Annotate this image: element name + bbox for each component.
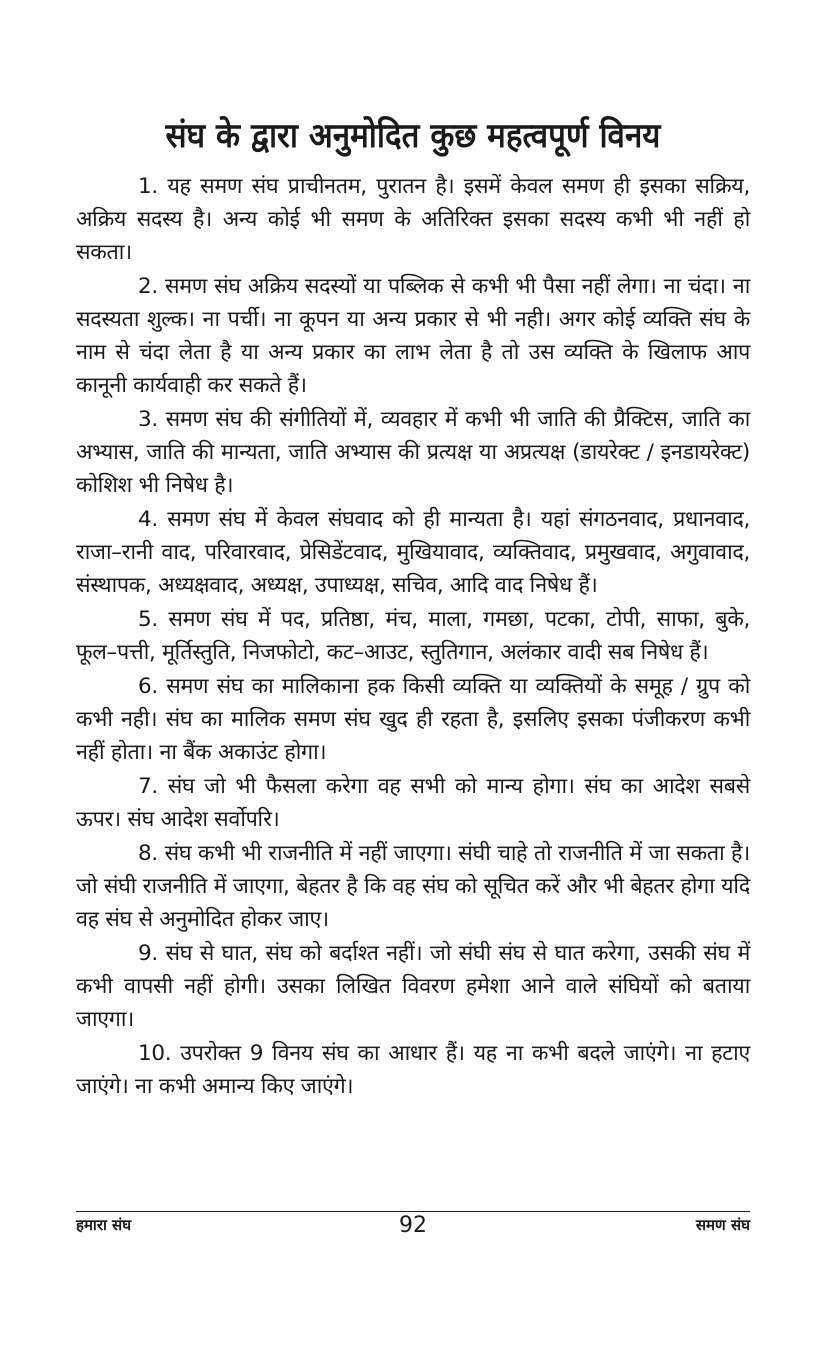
page-title: संघ के द्वारा अनुमोदित कुछ महत्वपूर्ण विनय	[165, 116, 661, 156]
rule-paragraph-2: 2. समण संघ अक्रिय सदस्यों या पब्लिक से कभी भी पैसा नहीं लेगा। ना चंदा। ना सदस्यता शुल्क। ना पर्ची। ना कूपन या अन्य प्रकार से भी नही। अगर कोई व्यक्ति संघ के नाम से चंदा लेता है या अन्य प्रकार का लाभ लेता है तो उस व्यक्ति के खिलाफ आप कानूनी कार्यवाही कर सकते हैं।	[76, 274, 750, 398]
footer-divider	[76, 1211, 750, 1212]
footer-book-title: हमारा संघ	[76, 1216, 132, 1234]
page-number: 92	[399, 1213, 427, 1238]
footer-chapter-title: समण संघ	[695, 1216, 750, 1234]
document-page	[76, 110, 750, 1104]
rule-paragraph-8: 8. संघ कभी भी राजनीति में नहीं जाएगा। संघी चाहे तो राजनीति में जा सकता है। जो संघी राजनीति में जाएगा, बेहतर है कि वह संघ को सूचित करें और भी बेहतर होगा यदि वह संघ से अनुमोदित होकर जाए।	[76, 841, 750, 932]
page-footer	[76, 1213, 750, 1247]
rule-paragraph-6: 6. समण संघ का मालिकाना हक किसी व्यक्ति या व्यक्तियों के समूह / ग्रुप को कभी नही। संघ का मालिक समण संघ खुद ही रहता है, इसलिए इसका पंजीकरण कभी नहीं होता। ना बैंक अकाउंट होगा।	[76, 674, 750, 765]
rule-paragraph-5: 5. समण संघ में पद, प्रतिष्ठा, मंच, माला, गमछा, पटका, टोपी, साफा, बुके, फूल–पत्ती, मूर्तिस्तुति, निजफोटो, कट–आउट, स्तुतिगान, अलंकार वादी सब निषेध हैं।	[76, 607, 750, 665]
rule-paragraph-3: 3. समण संघ की संगीतियों में, व्यवहार में कभी भी जाति की प्रैक्टिस, जाति का अभ्यास, जाति की मान्यता, जाति अभ्यास की प्रत्यक्ष या अप्रत्यक्ष (डायरेक्ट / इनडायरेक्ट) कोशिश भी निषेध है।	[76, 407, 750, 498]
rule-paragraph-9: 9. संघ से घात, संघ को बर्दाश्त नहीं। जो संघी संघ से घात करेगा, उसकी संघ में कभी वापसी नहीं होगी। उसका लिखित विवरण हमेशा आने वाले संघियों को बताया जाएगा।	[76, 941, 750, 1032]
rule-paragraph-4: 4. समण संघ में केवल संघवाद को ही मान्यता है। यहां संगठनवाद, प्रधानवाद, राजा–रानी वाद, परिवारवाद, प्रेसिडेंटवाद, मुखियावाद, व्यक्तिवाद, प्रमुखवाद, अगुवावाद, संस्थापक, अध्यक्षवाद, अध्यक्ष, उपाध्यक्ष, सचिव, आदि वाद निषेध हैं।	[76, 507, 750, 598]
rule-paragraph-7: 7. संघ जो भी फैसला करेगा वह सभी को मान्य होगा। संघ का आदेश सबसे ऊपर। संघ आदेश सर्वोपरि।	[76, 774, 750, 832]
rule-paragraph-1: 1. यह समण संघ प्राचीनतम, पुरातन है। इसमें केवल समण ही इसका सक्रिय, अक्रिय सदस्य है। अन्य कोई भी समण के अतिरिक्त इसका सदस्य कभी भी नहीं हो सकता।	[76, 174, 750, 265]
rule-paragraph-10: 10. उपरोक्त 9 विनय संघ का आधार हैं। यह ना कभी बदले जाएंगे। ना हटाए जाएंगे। ना कभी अमान्य किए जाएंगे।	[76, 1041, 750, 1099]
